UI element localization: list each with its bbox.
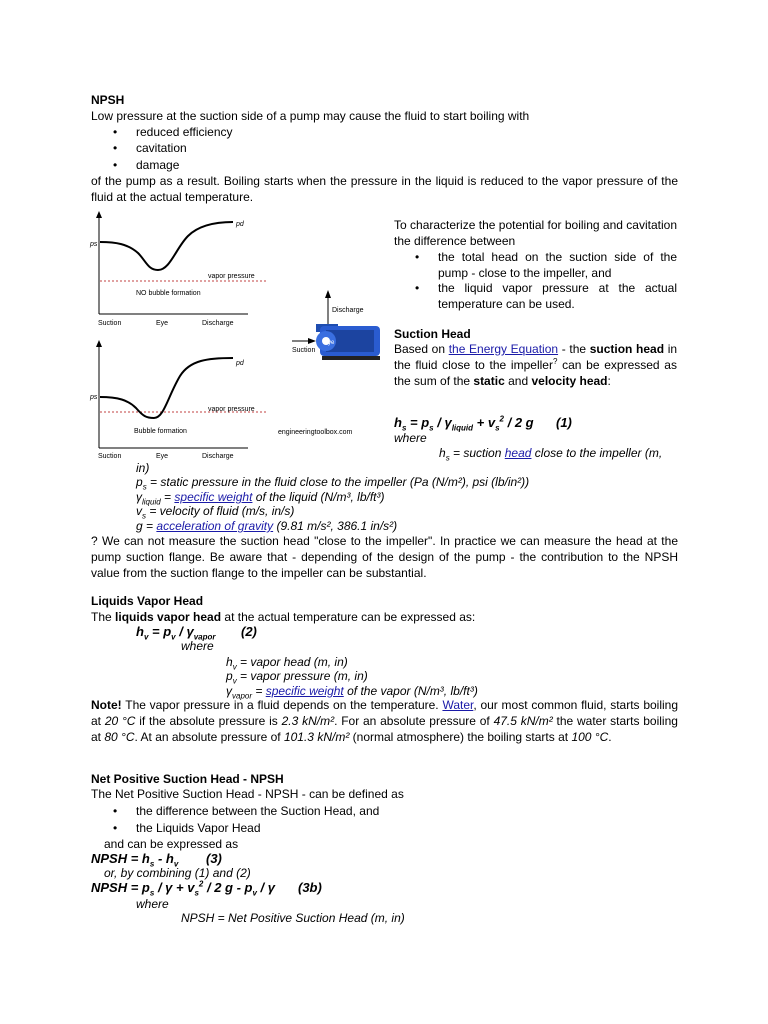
equation-3: NPSH = $h_s - h_v$ [91,851,179,869]
section-heading-npsh: NPSH [91,93,125,107]
suction-label: Suction [292,347,316,354]
pd-label: pd [236,221,244,228]
equation-2: $h_v = p_v / \gamma_{vapor}$ [136,624,216,642]
gamma-liquid-definition: $\gamma_{liquid}$ = specific weight of the liquid (N/m³, lb/ft³) [136,490,385,507]
list-item: • the liquid vapor pressure at the actual temperature can be used. [438,280,677,312]
equation-2-number: (2) [241,624,257,639]
bubble-note: Bubble formation [134,428,187,435]
hv-definition: $h_v$ = vapor head (m, in) [226,655,348,672]
axis-label-discharge: Discharge [202,320,234,327]
list-item: • damage [136,157,179,173]
and-can-be-expressed: and can be expressed as [104,837,239,851]
or-by-combining: or, by combining (1) and (2) [104,866,251,880]
pressure-diagram [88,208,388,464]
pv-definition: $p_v$ = vapor pressure (m, in) [226,669,368,686]
water-link[interactable]: Water [442,698,474,712]
gamma-vapor-definition: $\gamma_{vapor}$ = specific weight of the vapor (N/m³, lb/ft³) [226,684,478,701]
vapor-pressure-label: vapor pressure [208,406,255,413]
section-heading-net-positive-suction-head: Net Positive Suction Head - NPSH [91,772,284,786]
note-vapor-pressure: Note! The vapor pressure in a fluid depends on the temperature. Water, our most common fluid, starts boiling at 20 °C if the absolute pressure is 2.3 kN/m². For an absolute pressure of 47.5 kN/m² the water starts boiling at 80 °C. At an absolute pressure of 101.3 kN/m² (normal atmosphere) the boiling starts at 100 °C. [91,698,679,744]
npsh-paragraph: of the pump as a result. Boiling starts when the pressure in the liquid is reduced to the vapor pressure of the fluid at the actual temperature. [91,174,678,204]
where-label: where [181,639,214,653]
g-definition: g = acceleration of gravity (9.81 m/s², 386.1 in/s²) [136,519,398,533]
bubble-note: NO bubble formation [136,290,201,297]
pump-illustration [292,290,380,360]
eye-label: Eye [324,340,335,346]
list-item: • the Liquids Vapor Head [136,820,261,836]
list-item: • cavitation [136,140,187,156]
equation-3b-number: (3b) [298,880,322,895]
ps-label: ps [90,394,98,401]
suction-head-paragraph: Based on the Energy Equation - the suction head in the fluid close to the impeller? can be expressed as the sum of the static and velocity head: [394,342,678,388]
lvh-intro: The liquids vapor head at the actual temperature can be expressed as: [91,610,476,624]
net-intro: The Net Positive Suction Head - NPSH - can be defined as [91,787,404,801]
pd-label: pd [236,360,244,367]
hs-definition: $h_s$ = suction head close to the impeller (m, [439,446,663,463]
vapor-pressure-label: vapor pressure [208,273,255,280]
equation-3-number: (3) [206,851,222,866]
where-label: where [136,897,169,911]
specific-weight-link[interactable]: specific weight [174,490,253,504]
bottom-pressure-chart [89,340,268,460]
head-link[interactable]: head [504,446,532,460]
energy-equation-link[interactable]: the Energy Equation [448,342,559,356]
axis-label-suction: Suction [98,320,122,327]
list-item: • reduced efficiency [136,124,233,140]
gravity-link[interactable]: acceleration of gravity [156,519,274,533]
ps-definition: $p_s$ = static pressure in the fluid close to the impeller (Pa (N/m²), psi (lb/in²)) [136,475,530,492]
npsh-definition: NPSH = Net Positive Suction Head (m, in) [181,911,405,925]
npsh-intro: Low pressure at the suction side of a pump may cause the fluid to start boiling with [91,109,530,123]
list-item: • the total head on the suction side of the pump - close to the impeller, and [438,249,677,281]
axis-label-suction: Suction [98,453,122,460]
credit-text: engineeringtoolbox.com [278,429,353,436]
where-label: where [394,431,427,445]
characterize-paragraph: To characterize the potential for boiling and cavitation the difference between [394,218,677,248]
axis-label-eye: Eye [156,320,169,327]
top-pressure-chart [89,211,268,327]
note-suction-flange: ? We can not measure the suction head "close to the impeller". In practice we can measure the head at the pump suction flange. Be aware that - depending of the design of the pump - the contribution to the NPSH value from the suction flange to the impeller can be substantial. [91,534,678,580]
section-heading-suction-head: Suction Head [394,327,471,341]
discharge-label: Discharge [332,307,364,314]
ps-label: ps [90,241,98,248]
axis-label-discharge: Discharge [202,453,234,460]
axis-label-eye: Eye [156,453,169,460]
equation-1-number: (1) [556,415,572,430]
equation-3b: NPSH = $p_s / \gamma + v_s^2 / 2$ g - $p_v$ / γ [91,879,276,898]
specific-weight-link[interactable]: specific weight [265,684,344,698]
hs-definition-cont: in) [136,461,150,475]
list-item: • the difference between the Suction Head, and [136,803,379,819]
section-heading-liquids-vapor-head: Liquids Vapor Head [91,594,204,608]
vs-definition: $v_s$ = velocity of fluid (m/s, in/s) [136,504,295,521]
equation-1: $h_s = p_s / \gamma_{liquid} + v_s^2 / 2$ g [394,414,534,433]
